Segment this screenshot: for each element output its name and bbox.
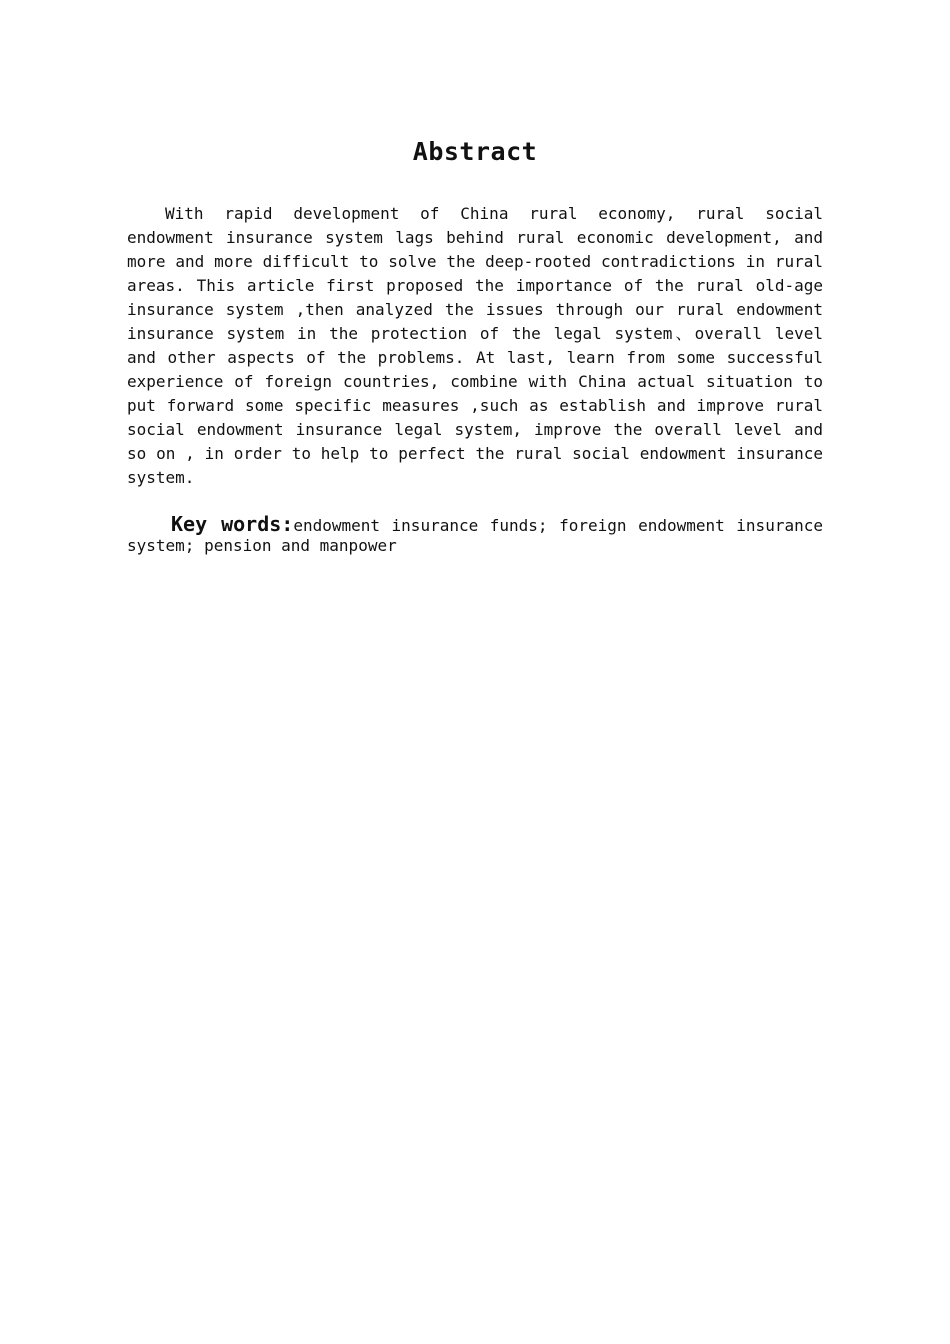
abstract-paragraph: With rapid development of China rural economy, rural social endowment insurance system lags behind rural economic development, and more and more difficult to solve the deep-rooted contradictions in rural areas. This article first proposed the importance of the rural old-age insurance system ,then analyzed the issues through our rural endowment insurance system in the protection of the legal system、overall level and other aspects of the problems. At last, learn from some successful experience of foreign countries, combine with China actual situation to put forward some specific measures ,such as establish and improve rural social endowment insurance legal system, improve the overall level and so on , in order to help to perfect the rural social endowment insurance system. [127, 204, 823, 487]
keywords-text: endowment insurance funds; foreign endowment insurance system; pension and manpower [127, 516, 823, 555]
keywords-line [127, 514, 823, 556]
keywords-label: Key words: [171, 512, 294, 536]
page-title: Abstract [412, 137, 538, 166]
